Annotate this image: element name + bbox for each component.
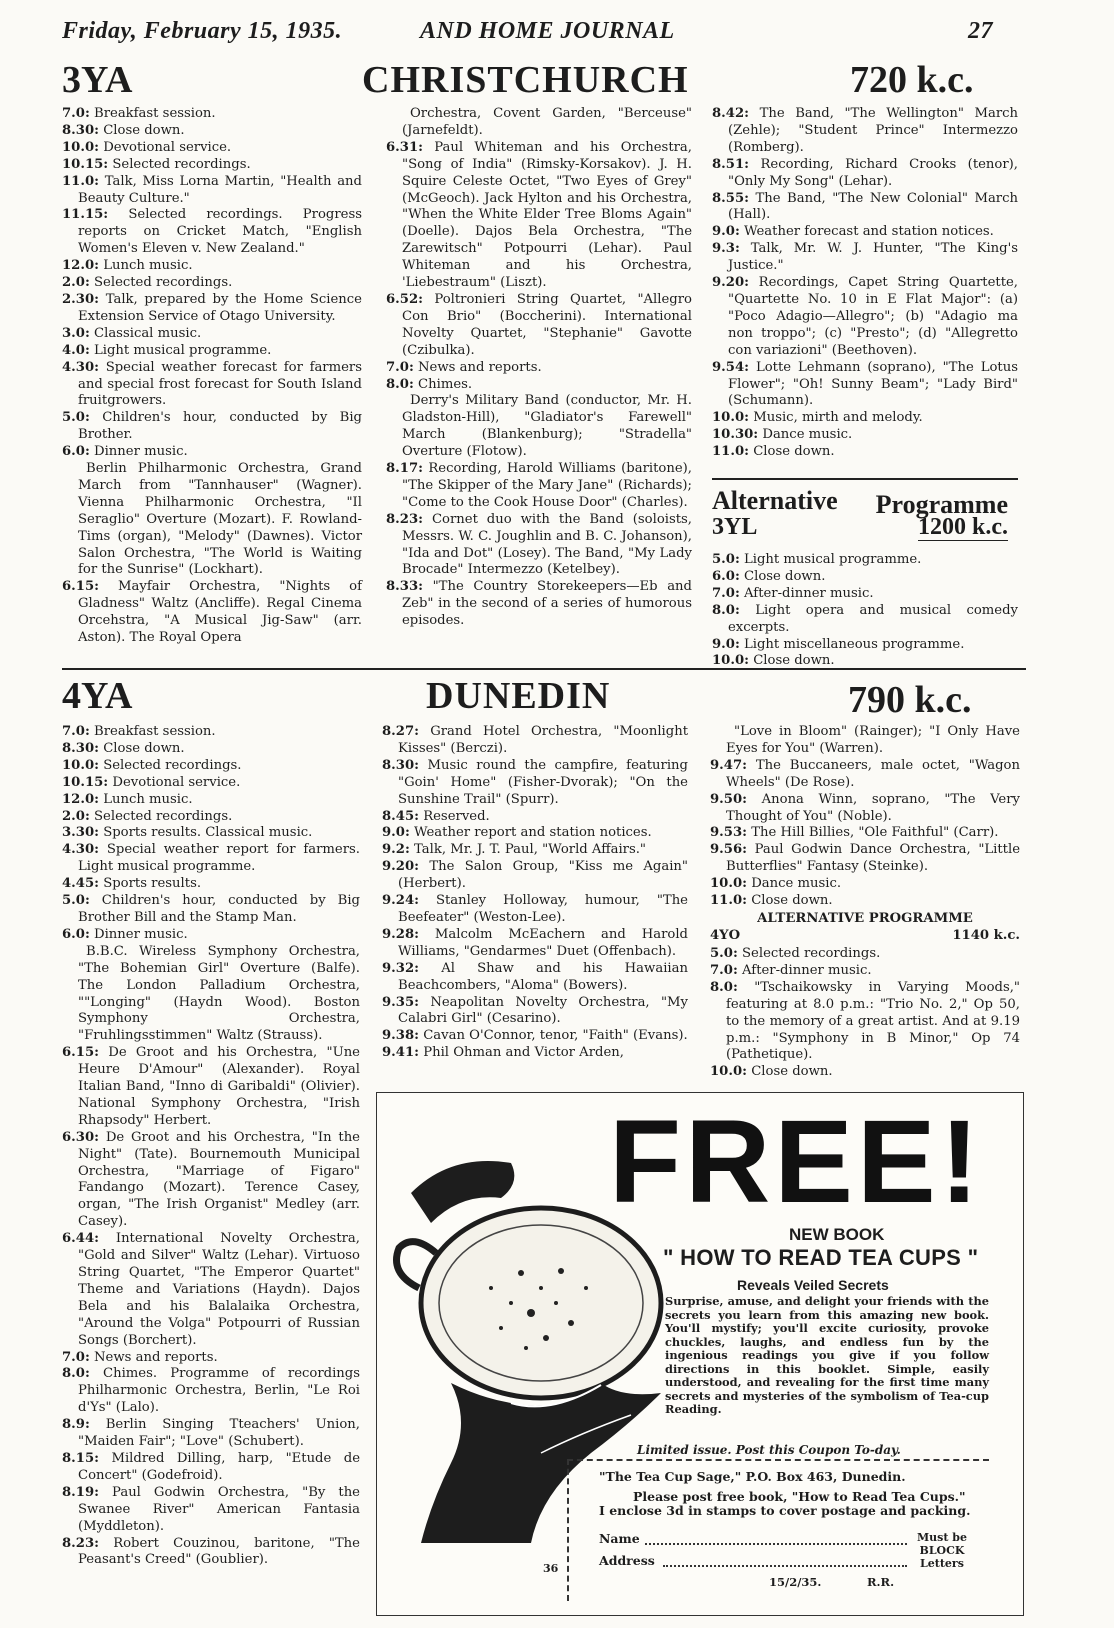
entry-time: 9.53: <box>710 825 747 841</box>
entry-time: 9.38: <box>382 1028 419 1044</box>
entry-text: Devotional service. <box>112 774 241 790</box>
program-entry <box>62 1485 360 1536</box>
program-entry <box>710 825 1020 842</box>
block-letters-note <box>917 1531 967 1570</box>
alt-3yl-frequency: 1200 k.c. <box>918 514 1008 540</box>
program-entry <box>382 1028 688 1045</box>
program-entry <box>712 241 1018 275</box>
program-entry <box>712 586 1018 603</box>
program-entry <box>62 758 360 775</box>
program-entry <box>386 106 692 140</box>
program-entry <box>712 106 1018 157</box>
program-entry <box>710 792 1020 826</box>
program-entry <box>712 410 1018 427</box>
alt-4yo-heading: ALTERNATIVE PROGRAMME <box>757 911 973 926</box>
entry-text: Dinner music. <box>94 926 188 942</box>
alt-4yo-frequency: 1140 k.c. <box>952 928 1020 943</box>
station-4ya: 4YA <box>62 675 133 717</box>
entry-time: 4.0: <box>62 342 90 358</box>
entry-text: Talk, prepared by the Home Science Extension Service of Otago University. <box>78 291 362 324</box>
entry-time: 2.0: <box>62 808 90 824</box>
christchurch-column-1 <box>62 106 362 647</box>
tea-cups-advertisement <box>376 1092 1024 1616</box>
entry-text: Al Shaw and his Hawaiian Beachcombers, "Aloma" (Bowers). <box>398 960 688 993</box>
program-entry <box>712 191 1018 225</box>
limited-issue-note: Limited issue. Post this Coupon To-day. <box>637 1443 901 1457</box>
entry-text: Special weather report for farmers. Light musical programme. <box>78 842 360 875</box>
program-entry <box>382 893 688 927</box>
entry-time: 9.50: <box>710 791 747 807</box>
program-entry <box>386 377 692 394</box>
entry-text: Chimes. <box>418 376 473 392</box>
program-entry <box>382 758 688 809</box>
program-entry <box>382 724 688 758</box>
entry-text: Reserved. <box>423 808 490 824</box>
coupon-address-label: Address <box>599 1553 655 1568</box>
entry-time: 8.30: <box>62 122 99 138</box>
program-entry <box>62 410 362 444</box>
entry-text: Selected recordings. <box>94 275 233 291</box>
entry-text: Light miscellaneous programme. <box>744 636 965 652</box>
book-title: " HOW TO READ TEA CUPS " <box>663 1245 979 1270</box>
program-entry <box>62 825 360 842</box>
program-entry <box>62 579 362 647</box>
program-entry <box>382 842 688 859</box>
entry-text: Music round the campfire, featuring "Goin' Home" (Fisher-Dvorak); "On the Sunshine Trail" (Spurr). <box>398 757 688 807</box>
program-entry <box>382 1045 688 1062</box>
entry-text: Recording, Richard Crooks (tenor), "Only My Song" (Lehar). <box>728 156 1018 189</box>
entry-text: Selected recordings. Progress reports on Cricket Match, "English Women's Eleven v. New Zealand." <box>78 207 362 257</box>
entry-text: De Groot and his Orchestra, "In the Night" (Tate). Bournemouth Municipal Orchestra, "Marriage of Figaro" Fandango (Mozart). Terence Casey, organ, "The Irish Organist" Medley (arr. Casey). <box>78 1129 360 1230</box>
entry-text: Anona Winn, soprano, "The Very Thought of You" (Noble). <box>726 791 1020 824</box>
program-entry <box>62 741 360 758</box>
entry-text: Selected recordings. <box>103 757 242 773</box>
program-entry <box>62 207 362 258</box>
ad-body-text: Surprise, amuse, and delight your friends with the secrets you learn from this amazing new book. You'll mystify; you'll excite curiosity, provoke chuckles, laughs, and endless fun by the ingenious readings you give if you follow directions in this booklet. Simple, easily understood, and revealing for the first time many secrets and mysteries of the symbolism of Tea-cup Reading. <box>665 1294 989 1416</box>
entry-text: Light musical programme. <box>94 342 272 358</box>
entry-time: 7.0: <box>62 1349 90 1365</box>
program-entry <box>62 775 360 792</box>
ad-tagline: Reveals Veiled Secrets <box>737 1277 889 1293</box>
entry-time: 10.30: <box>712 427 759 443</box>
entry-text: Lunch music. <box>103 791 193 807</box>
entry-text: Talk, Mr. W. J. Hunter, "The King's Justice." <box>728 241 1018 274</box>
entry-text: Poltronieri String Quartet, "Allegro Con Brio" (Boccherini). International Novelty Quartet, "Stephanie" Gavotte (Czibulka). <box>402 291 692 358</box>
program-entry <box>382 859 688 893</box>
entry-time: 9.2: <box>382 842 410 858</box>
entry-text: Selected recordings. <box>742 946 881 961</box>
program-entry <box>710 842 1020 876</box>
program-entry <box>712 360 1018 411</box>
entry-text: Devotional service. <box>103 139 232 155</box>
entry-time: 5.0: <box>62 410 90 426</box>
dunedin-column-3 <box>710 724 1020 910</box>
alt-3yl-rule <box>712 478 1018 480</box>
entry-text: After-dinner music. <box>742 962 872 978</box>
city-christchurch: CHRISTCHURCH <box>362 59 689 101</box>
alt-3yl-header <box>712 486 1018 544</box>
entry-text: The Salon Group, "Kiss me Again" (Herbert). <box>398 859 688 892</box>
entry-time: 9.35: <box>382 994 419 1010</box>
entry-text: Children's hour, conducted by Big Brother Bill and the Stamp Man. <box>78 893 360 925</box>
program-entry <box>62 360 362 411</box>
note-must-be: Must be <box>917 1531 967 1544</box>
entry-text: Selected recordings. <box>112 156 251 172</box>
entry-time: 10.15: <box>62 156 109 172</box>
issue-date: Friday, February 15, 1935. <box>62 18 343 44</box>
entry-time: 11.0: <box>710 893 747 909</box>
entry-time: 9.0: <box>712 224 740 240</box>
program-entry <box>62 1451 360 1485</box>
entry-time: 8.0: <box>62 1366 90 1382</box>
entry-text: Derry's Military Band (conductor, Mr. H. Gladston-Hill), "Gladiator's Farewell" March (Blankenburg); "Stradella" Overture (Flotow). <box>402 393 692 460</box>
entry-time: 9.0: <box>382 825 410 841</box>
program-entry <box>382 809 688 826</box>
coupon-number: 36 <box>543 1562 559 1575</box>
program-entry <box>710 758 1020 792</box>
entry-text: The Buccaneers, male octet, "Wagon Wheels" (De Rose). <box>726 757 1020 790</box>
entry-text: Breakfast session. <box>94 106 216 121</box>
entry-time: 6.0: <box>712 568 740 584</box>
program-entry <box>382 825 688 842</box>
entry-time: 8.51: <box>712 156 749 172</box>
entry-text: Close down. <box>744 568 826 584</box>
coupon-form[interactable] <box>543 1459 989 1601</box>
coupon-line-2: I enclose 3d in stamps to cover postage and packing. <box>599 1503 971 1518</box>
entry-text: Close down. <box>103 122 185 138</box>
christchurch-column-2 <box>386 106 692 630</box>
entry-time: 6.44: <box>62 1231 99 1247</box>
entry-text: Children's hour, conducted by Big Brother. <box>78 410 362 443</box>
program-entry <box>62 1350 360 1367</box>
entry-time: 8.23: <box>386 511 423 527</box>
entry-text: The Hill Billies, "Ole Faithful" (Carr). <box>751 825 999 841</box>
entry-text: Robert Couzinou, baritone, "The Peasant's Creed" (Goublier). <box>78 1535 360 1568</box>
entry-text: Cornet duo with the Band (soloists, Messrs. W. C. Joughlin and B. C. Johanson), "Ida and Dot" (Losey). The Band, "My Lady Brocade" Intermezzo (Ketelbey). <box>402 511 692 578</box>
entry-time: 8.19: <box>62 1484 99 1500</box>
alt-3yl-title2: Programme <box>875 490 1008 519</box>
entry-time: 9.56: <box>710 842 747 858</box>
program-entry <box>712 637 1018 654</box>
entry-time: 2.30: <box>62 291 99 307</box>
entry-time: 6.15: <box>62 1045 99 1061</box>
entry-time: 11.15: <box>62 207 109 223</box>
entry-text: Talk, Mr. J. T. Paul, "World Affairs." <box>414 842 646 858</box>
entry-time: 12.0: <box>62 258 99 274</box>
entry-time: 4.45: <box>62 876 99 892</box>
entry-text: Talk, Miss Lorna Martin, "Health and Beauty Culture." <box>78 173 362 206</box>
entry-time: 11.0: <box>712 444 749 460</box>
program-entry <box>382 927 688 961</box>
program-entry <box>62 792 360 809</box>
coupon-initials: R.R. <box>867 1575 895 1589</box>
entry-time: 9.54: <box>712 359 749 375</box>
entry-time: 10.0: <box>62 757 99 773</box>
entry-time: 9.47: <box>710 757 747 773</box>
program-entry <box>710 1064 1020 1081</box>
entry-text: Music, mirth and melody. <box>753 410 923 426</box>
alt-4yo-header <box>710 910 1020 944</box>
entry-time: 6.15: <box>62 579 99 595</box>
entry-text: Special weather forecast for farmers and special frost forecast for South Island fruitgrowers. <box>78 359 362 409</box>
entry-time: 10.0: <box>710 1064 747 1080</box>
program-entry <box>62 1536 360 1570</box>
alt-3yl-station: 3YL <box>712 514 758 540</box>
program-entry <box>710 963 1020 980</box>
entry-time: 6.0: <box>62 926 90 942</box>
entry-text: Close down. <box>753 444 835 460</box>
entry-text: Orchestra, Covent Garden, "Berceuse" (Jarnefeldt). <box>402 106 692 138</box>
program-entry <box>712 552 1018 569</box>
program-entry <box>386 360 692 377</box>
entry-time: 7.0: <box>62 724 90 739</box>
entry-text: Light musical programme. <box>744 552 922 567</box>
entry-time: 7.0: <box>712 585 740 601</box>
program-entry <box>62 140 362 157</box>
entry-time: 9.20: <box>382 859 419 875</box>
entry-text: Selected recordings. <box>94 808 233 824</box>
entry-time: 8.15: <box>62 1450 99 1466</box>
entry-time: 11.0: <box>62 173 99 189</box>
program-entry <box>712 157 1018 191</box>
program-entry <box>62 724 360 741</box>
entry-text: Mildred Dilling, harp, "Etude de Concert" (Godefroid). <box>78 1450 360 1483</box>
entry-time: 10.0: <box>712 410 749 426</box>
entry-text: Phil Ohman and Victor Arden, <box>423 1045 624 1061</box>
program-entry <box>712 427 1018 444</box>
note-block: BLOCK <box>919 1544 965 1557</box>
entry-time: 9.32: <box>382 960 419 976</box>
entry-time: 6.52: <box>386 291 423 307</box>
program-entry <box>62 343 362 360</box>
entry-text: Cavan O'Connor, tenor, "Faith" (Evans). <box>423 1028 688 1044</box>
entry-time: 8.42: <box>712 106 749 121</box>
program-entry <box>710 946 1020 963</box>
entry-time: 8.17: <box>386 461 423 477</box>
entry-time: 9.0: <box>712 636 740 652</box>
entry-text: The Band, "The New Colonial" March (Hall). <box>728 190 1018 223</box>
entry-text: Paul Godwin Dance Orchestra, "Little Butterflies" Fantasy (Steinke). <box>726 842 1020 875</box>
entry-text: Mayfair Orchestra, "Nights of Gladness" Waltz (Ancliffe). Regal Cinema Orcehstra, "A Musical Jig-Saw" (arr. Aston). The Royal Opera <box>78 579 362 646</box>
entry-time: 9.24: <box>382 893 419 909</box>
entry-time: 5.0: <box>712 552 740 567</box>
entry-text: Lunch music. <box>103 258 193 274</box>
entry-text: Paul Godwin Orchestra, "By the Swanee River" American Fantasia (Myddleton). <box>78 1484 360 1534</box>
entry-text: Weather forecast and station notices. <box>744 224 994 240</box>
christchurch-column-3 <box>712 106 1018 461</box>
entry-text: Light opera and musical comedy excerpts. <box>728 602 1018 635</box>
entry-text: Weather report and station notices. <box>414 825 652 841</box>
entry-text: Recording, Harold Williams (baritone), "The Skipper of the Mary Jane" (Richards); "Come to the Cook House Door" (Charles). <box>402 461 692 510</box>
coupon-code: 15/2/35. <box>769 1575 822 1589</box>
entry-time: 2.0: <box>62 275 90 291</box>
entry-text: B.B.C. Wireless Symphony Orchestra, "The Bohemian Girl" Overture (Balfe). The London Palladium Orchestra, ""Longing" (Haydn Wood). Boston Symphony Orchestra, "Fruhlingsstimmen" Waltz (Strauss). <box>78 943 360 1044</box>
entry-time: 8.0: <box>386 376 414 392</box>
entry-time: 8.0: <box>712 602 740 618</box>
frequency-3ya: 720 k.c. <box>850 59 974 101</box>
entry-text: Dinner music. <box>94 444 188 460</box>
entry-text: Close down. <box>751 893 833 909</box>
entry-text: Close down. <box>751 1064 833 1080</box>
program-entry <box>62 326 362 343</box>
program-entry <box>386 140 692 292</box>
entry-text: Dance music. <box>762 427 853 443</box>
entry-time: 10.0: <box>710 876 747 892</box>
entry-time: 4.30: <box>62 359 99 375</box>
program-entry <box>62 893 360 927</box>
entry-time: 8.55: <box>712 190 749 206</box>
program-entry <box>62 809 360 826</box>
program-entry <box>62 1417 360 1451</box>
program-entry <box>386 512 692 580</box>
entry-text: News and reports. <box>94 1349 218 1365</box>
program-entry <box>62 444 362 461</box>
program-entry <box>62 876 360 893</box>
program-entry <box>386 579 692 630</box>
entry-text: Recordings, Capet String Quartette, "Quartette No. 10 in E Flat Major": (a) "Poco Adagio—Allegro"; (b) "Adagio ma non troppo"; (c) "Presto"; (d) "Allegretto con variazioni" (Beethoven). <box>728 275 1018 358</box>
program-entry <box>62 1045 360 1130</box>
entry-text: Grand Hotel Orchestra, "Moonlight Kisses" (Berczi). <box>398 724 688 756</box>
program-entry <box>62 842 360 876</box>
entry-time: 8.0: <box>710 979 738 995</box>
program-entry <box>712 224 1018 241</box>
entry-time: 7.0: <box>710 962 738 978</box>
entry-text: Classical music. <box>94 325 202 341</box>
program-entry <box>62 157 362 174</box>
program-entry <box>710 876 1020 893</box>
entry-text: De Groot and his Orchestra, "Une Heure D'Amour" (Alexander). Royal Italian Band, "Inno di Garibaldi" (Olivier). National Symphony Orchestra, "Irish Rhapsody" Herbert. <box>78 1045 360 1128</box>
program-entry <box>712 444 1018 461</box>
coupon-name-label: Name <box>599 1531 640 1546</box>
entry-text: Breakfast session. <box>94 724 216 739</box>
coupon-address-field[interactable] <box>663 1565 907 1567</box>
program-entry <box>62 1231 360 1349</box>
program-entry <box>62 292 362 326</box>
entry-time: 8.23: <box>62 1535 99 1551</box>
section-divider <box>62 668 1026 670</box>
entry-text: Berlin Singing Tteachers' Union, "Maiden Fair"; "Love" (Schubert). <box>78 1417 360 1450</box>
program-entry <box>386 461 692 512</box>
program-entry <box>710 724 1020 758</box>
program-entry <box>62 174 362 208</box>
entry-time: 9.41: <box>382 1045 419 1061</box>
entry-time: 8.33: <box>386 579 423 595</box>
program-entry <box>62 944 360 1045</box>
page-number: 27 <box>968 18 993 44</box>
entry-text: Sports results. <box>103 876 202 892</box>
entry-text: "Tschaikowsky in Varying Moods," featuring at 8.0 p.m.: "Trio No. 2," Op 50, to the memory of a great artist. And at 9.19 p.m.: "Symphony in B Minor," Op 74 (Pathetique). <box>726 979 1020 1063</box>
entry-text: The Band, "The Wellington" March (Zehle); "Student Prince" Intermezzo (Romberg). <box>728 106 1018 155</box>
entry-time: 6.31: <box>386 139 423 155</box>
program-entry <box>386 393 692 461</box>
program-entry <box>386 292 692 360</box>
program-entry <box>62 927 360 944</box>
entry-text: Sports results. Classical music. <box>103 825 313 841</box>
entry-time: 10.0: <box>712 653 749 669</box>
entry-time: 10.15: <box>62 774 109 790</box>
journal-title: AND HOME JOURNAL <box>420 18 675 44</box>
alt-3yl-list <box>712 552 1018 670</box>
alt-4yo-list <box>710 946 1020 1081</box>
entry-time: 4.30: <box>62 842 99 858</box>
coupon-line-1: Please post free book, "How to Read Tea Cups." <box>633 1489 966 1504</box>
entry-text: Berlin Philharmonic Orchestra, Grand March from "Tannhauser" (Wagner). Vienna Philharmonic Orchestra, "Il Seraglio" Overture (Mozart). F. Rowland-Tims (organ), "Melody" (Dawnes). Victor Salon Orchestra, "The World is Waiting for the Sunrise" (Lockhart). <box>78 461 362 578</box>
program-entry <box>62 275 362 292</box>
dunedin-column-1 <box>62 724 360 1569</box>
entry-text: "The Country Storekeepers—Eb and Zeb" in the second of a series of humorous episodes. <box>402 579 692 629</box>
entry-text: Stanley Holloway, humour, "The Beefeater" (Weston-Lee). <box>398 893 688 925</box>
entry-text: "Love in Bloom" (Rainger); "I Only Have Eyes for You" (Warren). <box>726 724 1020 756</box>
note-letters: Letters <box>920 1557 964 1570</box>
program-entry <box>62 461 362 579</box>
entry-time: 7.0: <box>386 359 414 375</box>
entry-time: 3.0: <box>62 325 90 341</box>
entry-text: Chimes. Programme of recordings Philharmonic Orchestra, Berlin, "Le Roi d'Ys" (Lalo). <box>78 1366 360 1416</box>
entry-time: 10.0: <box>62 139 99 155</box>
program-entry <box>712 275 1018 360</box>
entry-text: Dance music. <box>751 876 842 892</box>
entry-text: Close down. <box>103 740 185 756</box>
entry-time: 9.28: <box>382 926 419 942</box>
program-entry <box>712 603 1018 637</box>
entry-time: 8.45: <box>382 808 419 824</box>
entry-time: 9.20: <box>712 275 749 291</box>
program-entry <box>62 123 362 140</box>
city-dunedin: DUNEDIN <box>426 675 611 717</box>
entry-time: 12.0: <box>62 791 99 807</box>
entry-time: 5.0: <box>62 893 90 909</box>
entry-time: 8.30: <box>62 740 99 756</box>
program-entry <box>62 258 362 275</box>
program-entry <box>382 961 688 995</box>
entry-time: 6.30: <box>62 1129 99 1145</box>
entry-time: 9.3: <box>712 241 740 257</box>
entry-time: 5.0: <box>710 946 738 961</box>
program-entry <box>62 106 362 123</box>
program-entry <box>710 980 1020 1065</box>
entry-text: International Novelty Orchestra, "Gold and Silver" Waltz (Lehar). Virtuoso String Quartet, "The Emperor Quartet" Theme and Variations (Haydn). Dajos Bela and his Balalaika Orchestra, "Around the Volga" Potpourri of Russian Songs (Borchert). <box>78 1231 360 1348</box>
program-entry <box>382 995 688 1029</box>
dunedin-column-2 <box>382 724 688 1062</box>
entry-text: News and reports. <box>418 359 542 375</box>
entry-time: 8.9: <box>62 1417 90 1433</box>
new-book-label: NEW BOOK <box>789 1225 885 1244</box>
entry-text: Malcolm McEachern and Harold Williams, "Gendarmes" Duet (Offenbach). <box>398 926 688 959</box>
program-entry <box>710 893 1020 910</box>
entry-time: 3.30: <box>62 825 99 841</box>
program-entry <box>62 1130 360 1231</box>
station-3ya: 3YA <box>62 59 133 101</box>
frequency-4ya: 790 k.c. <box>848 679 972 721</box>
entry-text: Neapolitan Novelty Orchestra, "My Calabri Girl" (Cesarino). <box>398 994 688 1027</box>
entry-text: Lotte Lehmann (soprano), "The Lotus Flower"; "Oh! Sunny Beam"; "Lady Bird" (Schumann). <box>728 359 1018 409</box>
entry-time: 8.30: <box>382 757 419 773</box>
entry-text: After-dinner music. <box>744 585 874 601</box>
entry-time: 8.27: <box>382 724 419 739</box>
free-headline: FREE! <box>609 1096 983 1228</box>
entry-time: 6.0: <box>62 444 90 460</box>
coupon-address: "The Tea Cup Sage," P.O. Box 463, Dunedin. <box>599 1469 906 1484</box>
alt-3yl-title: Alternative <box>712 486 838 515</box>
program-entry <box>62 1366 360 1417</box>
entry-text: Close down. <box>753 653 835 669</box>
program-entry <box>712 569 1018 586</box>
alt-4yo-station: 4YO <box>710 928 741 943</box>
coupon-name-field[interactable] <box>645 1543 907 1545</box>
entry-text: Paul Whiteman and his Orchestra, "Song of India" (Rimsky-Korsakov). J. H. Squire Celeste Octet, "Two Eyes of Grey" (McGeoch). Jack Hylton and his Orchestra, "When the White Elder Tree Bloms Again" (Doelle). Dajos Bela Orchestra, "The Zarewitsch" Potpourri (Lehar). Paul Whiteman and his Orchestra, 'Liebestraum" (Liszt). <box>402 139 692 291</box>
entry-time: 7.0: <box>62 106 90 121</box>
